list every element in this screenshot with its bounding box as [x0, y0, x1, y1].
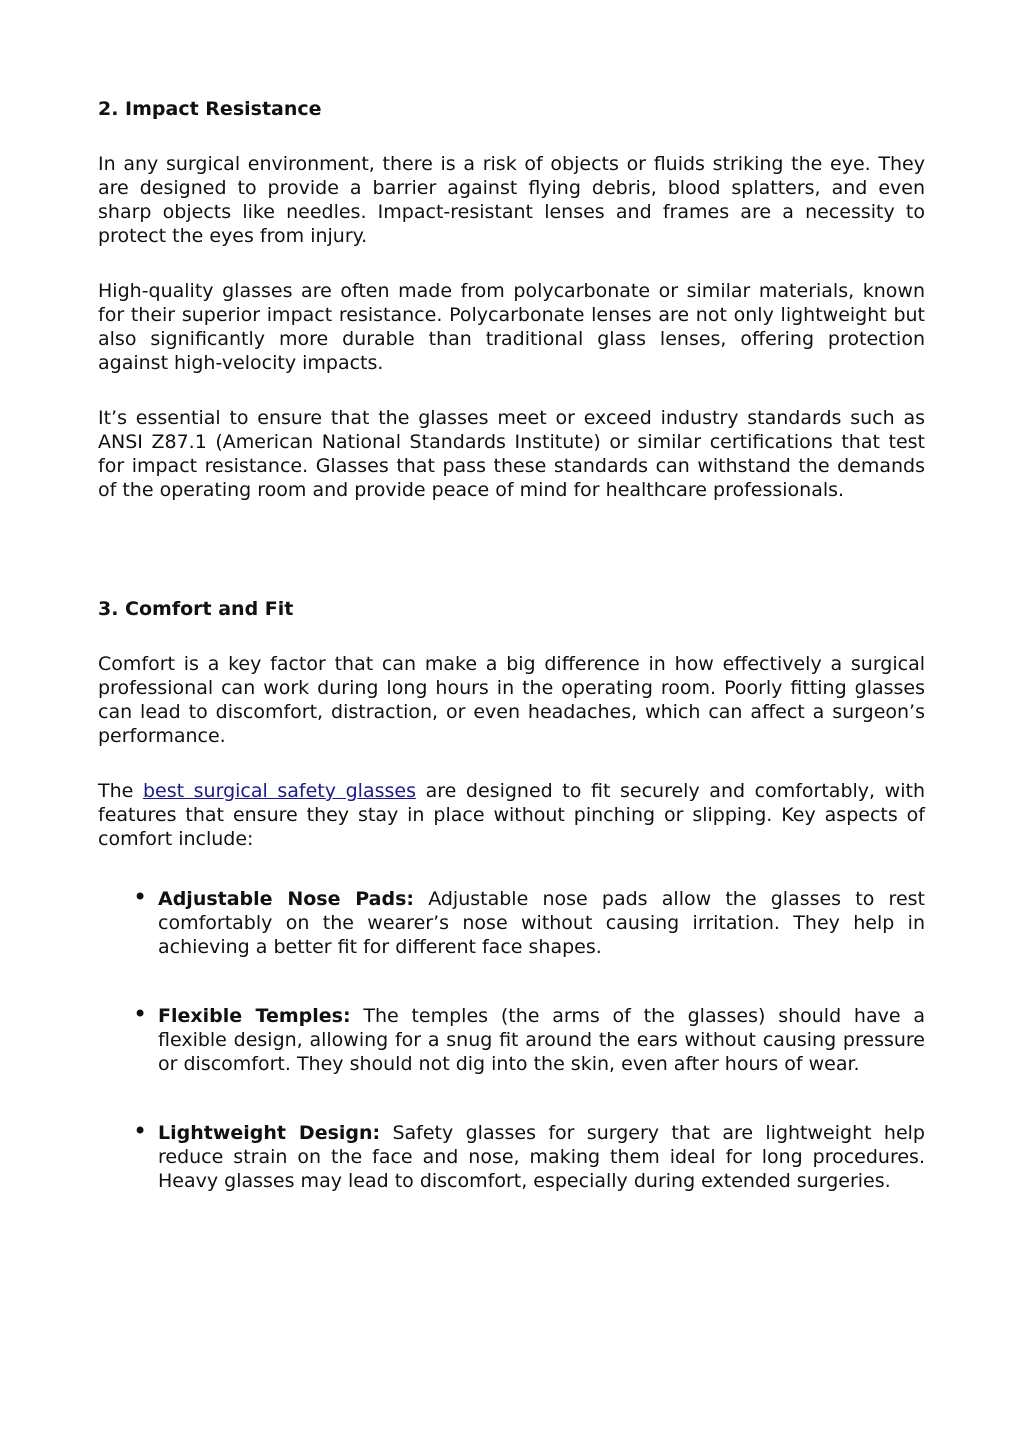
- paragraph-impact-risk: In any surgical environment, there is a risk of objects or fluids striking the eye. They are designed to provide a barrier against flying debris, blood splatters, and even sharp objects like needles. Impact-resistant lenses and frames are a necessity to protect the eyes from injury.: [98, 153, 925, 247]
- list-item-lightweight-design: [133, 1117, 925, 1193]
- bullet-icon: •: [133, 883, 148, 911]
- list-item-nose-pads: [133, 883, 925, 959]
- document-page: [98, 96, 925, 1238]
- comfort-features-list: [98, 883, 925, 1193]
- feature-label: Flexible Temples:: [158, 1005, 351, 1027]
- feature-label: Adjustable Nose Pads:: [158, 888, 414, 910]
- best-surgical-safety-glasses-link[interactable]: best surgical safety glasses: [142, 780, 416, 802]
- list-item-flexible-temples: [133, 1000, 925, 1076]
- feature-text: Safety glasses for surgery that are lightweight help reduce strain on the face and nose, making them ideal for long procedures. Heavy glasses may lead to discomfort, especially during extended surgeries.: [158, 1122, 925, 1192]
- paragraph-text-after-link: are designed to fit securely and comfortably, with features that ensure they stay in place without pinching or slipping. Key aspects of comfort include:: [98, 780, 925, 850]
- paragraph-standards: It’s essential to ensure that the glasses meet or exceed industry standards such as ANSI Z87.1 (American National Standards Institute) or similar certifications that test for impact resistance. Glasses that pass these standards can withstand the demands of the operating room and provide peace of mind for healthcare professionals.: [98, 407, 925, 501]
- bullet-icon: •: [133, 1117, 148, 1145]
- paragraph-comfort-intro: [98, 779, 925, 851]
- paragraph-comfort-factor: Comfort is a key factor that can make a big difference in how effectively a surgical professional can work during long hours in the operating room. Poorly fitting glasses can lead to discomfort, distraction, or even headaches, which can affect a surgeon’s performance.: [98, 653, 925, 747]
- feature-label: Lightweight Design:: [158, 1122, 381, 1144]
- paragraph-text-before-link: The: [98, 780, 143, 802]
- section-heading-comfort-fit: 3. Comfort and Fit: [98, 598, 294, 620]
- feature-text: Adjustable nose pads allow the glasses to rest comfortably on the wearer’s nose without causing irritation. They help in achieving a better fit for different face shapes.: [158, 888, 925, 958]
- feature-text: The temples (the arms of the glasses) should have a flexible design, allowing for a snug fit around the ears without causing pressure or discomfort. They should not dig into the skin, even after hours of wear.: [158, 1005, 925, 1075]
- paragraph-polycarbonate: High-quality glasses are often made from polycarbonate or similar materials, known for their superior impact resistance. Polycarbonate lenses are not only lightweight but also significantly more durable than traditional glass lenses, offering protection against high-velocity impacts.: [98, 280, 925, 374]
- section-heading-impact-resistance: 2. Impact Resistance: [98, 98, 322, 120]
- bullet-icon: •: [133, 1000, 148, 1028]
